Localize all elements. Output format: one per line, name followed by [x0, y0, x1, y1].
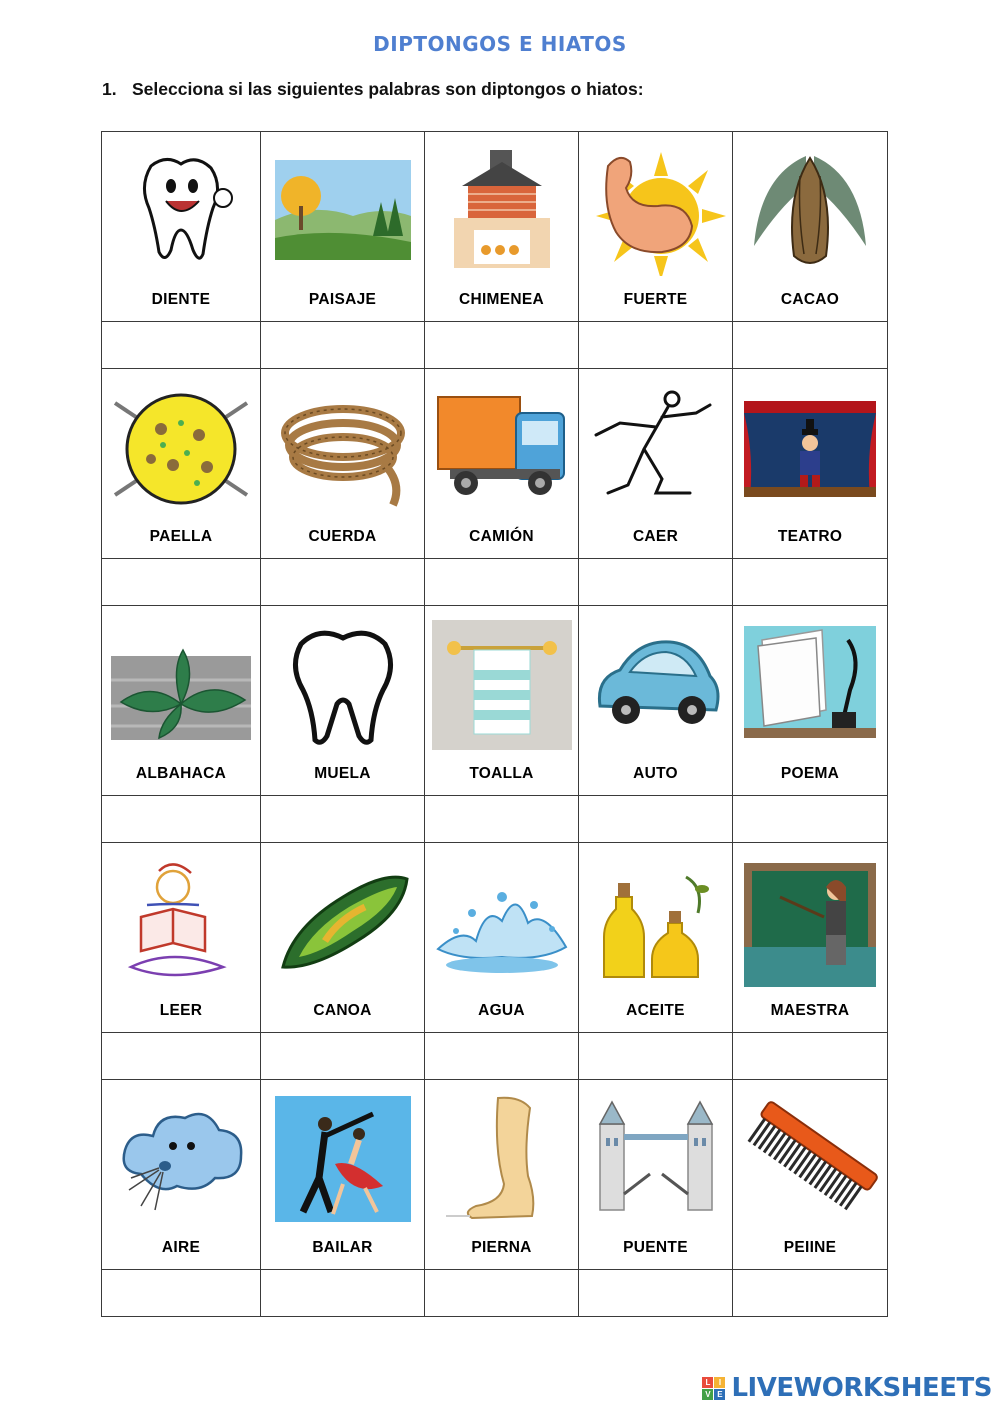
instruction-text: Selecciona si las siguientes palabras son diptongos o hiatos: — [132, 79, 644, 99]
word-label: CAER — [632, 528, 679, 545]
answer-dropdown[interactable] — [261, 796, 425, 843]
answer-dropdown[interactable] — [261, 1270, 425, 1317]
word-label: CUERDA — [308, 528, 377, 545]
word-card — [733, 132, 888, 322]
leg-icon — [432, 1094, 572, 1224]
wind-cloud-icon — [111, 1094, 251, 1224]
liveworksheets-logo — [702, 1373, 992, 1403]
strong-arm-icon — [586, 146, 726, 276]
picture-row — [102, 369, 888, 559]
answer-dropdown[interactable] — [579, 1270, 733, 1317]
logo-text: LIVEWORKSHEETS — [731, 1373, 992, 1403]
word-label: AGUA — [478, 1002, 525, 1019]
word-card — [579, 1080, 733, 1270]
answer-dropdown[interactable] — [102, 1033, 261, 1080]
word-card — [579, 369, 733, 559]
cacao-pod-icon — [740, 146, 880, 276]
word-card — [261, 1080, 425, 1270]
word-label: TOALLA — [469, 765, 534, 782]
answer-dropdown[interactable] — [733, 796, 888, 843]
answer-row — [102, 796, 888, 843]
answer-dropdown[interactable] — [733, 559, 888, 606]
word-label: PUENTE — [623, 1239, 688, 1256]
word-label: AUTO — [633, 765, 678, 782]
comb-icon — [740, 1094, 880, 1224]
answer-dropdown[interactable] — [102, 322, 261, 369]
basil-leaves-icon — [111, 620, 251, 750]
word-label: PIERNA — [471, 1239, 532, 1256]
poem-paper-icon — [740, 620, 880, 750]
page-title: DIPTONGOS E HIATOS — [373, 32, 627, 56]
tooth-cartoon-icon — [111, 146, 251, 276]
picture-row — [102, 132, 888, 322]
dancers-icon — [273, 1094, 413, 1224]
word-card — [579, 132, 733, 322]
word-label: FUERTE — [623, 291, 688, 308]
word-card — [102, 132, 261, 322]
word-card — [261, 606, 425, 796]
teacher-icon — [740, 857, 880, 987]
exercise-grid — [101, 131, 888, 1317]
answer-row — [102, 1270, 888, 1317]
answer-dropdown[interactable] — [425, 1033, 579, 1080]
answer-row — [102, 322, 888, 369]
theater-stage-icon — [740, 383, 880, 513]
word-label: LEER — [159, 1002, 203, 1019]
word-card — [579, 606, 733, 796]
word-card — [425, 132, 579, 322]
answer-dropdown[interactable] — [425, 1270, 579, 1317]
answer-dropdown[interactable] — [102, 559, 261, 606]
answer-dropdown[interactable] — [261, 559, 425, 606]
word-label: MAESTRA — [770, 1002, 850, 1019]
word-card — [261, 132, 425, 322]
picture-row — [102, 843, 888, 1033]
answer-row — [102, 1033, 888, 1080]
answer-dropdown[interactable] — [733, 1270, 888, 1317]
answer-dropdown[interactable] — [579, 559, 733, 606]
fireplace-icon — [432, 146, 572, 276]
answer-dropdown[interactable] — [579, 1033, 733, 1080]
word-label: CHIMENEA — [458, 291, 545, 308]
word-label: ACEITE — [626, 1002, 685, 1019]
canoe-icon — [273, 857, 413, 987]
answer-dropdown[interactable] — [102, 1270, 261, 1317]
word-card — [425, 606, 579, 796]
answer-dropdown[interactable] — [425, 559, 579, 606]
instruction-number: 1. — [102, 79, 117, 99]
word-label: POEMA — [780, 765, 840, 782]
word-label: PAISAJE — [308, 291, 377, 308]
word-card — [579, 843, 733, 1033]
paella-pan-icon — [111, 383, 251, 513]
word-label: MUELA — [314, 765, 371, 782]
word-label: CACAO — [780, 291, 840, 308]
word-card — [102, 1080, 261, 1270]
word-card — [733, 1080, 888, 1270]
answer-dropdown[interactable] — [733, 1033, 888, 1080]
answer-dropdown[interactable] — [261, 1033, 425, 1080]
stick-figure-icon — [586, 383, 726, 513]
word-card — [261, 843, 425, 1033]
answer-dropdown[interactable] — [425, 322, 579, 369]
word-label: BAILAR — [312, 1239, 373, 1256]
answer-row — [102, 559, 888, 606]
word-label: PEIINE — [783, 1239, 837, 1256]
water-splash-icon — [432, 857, 572, 987]
picture-row — [102, 1080, 888, 1270]
word-label: AIRE — [161, 1239, 201, 1256]
word-card — [733, 843, 888, 1033]
reading-person-icon — [111, 857, 251, 987]
truck-icon — [432, 383, 572, 513]
oil-bottles-icon — [586, 857, 726, 987]
towel-icon — [432, 620, 572, 750]
landscape-icon — [273, 146, 413, 276]
picture-row — [102, 606, 888, 796]
word-card — [261, 369, 425, 559]
word-label: CAMIÓN — [469, 528, 534, 545]
word-label: ALBAHACA — [135, 765, 227, 782]
answer-dropdown[interactable] — [261, 322, 425, 369]
answer-dropdown[interactable] — [102, 796, 261, 843]
answer-dropdown[interactable] — [733, 322, 888, 369]
answer-dropdown[interactable] — [579, 796, 733, 843]
answer-dropdown[interactable] — [425, 796, 579, 843]
logo-mark-icon: L I V E — [702, 1377, 725, 1400]
bridge-icon — [586, 1094, 726, 1224]
word-label: DIENTE — [151, 291, 211, 308]
instruction — [102, 79, 644, 100]
word-card — [733, 369, 888, 559]
word-card — [425, 843, 579, 1033]
car-icon — [586, 620, 726, 750]
rope-icon — [273, 383, 413, 513]
word-card — [425, 369, 579, 559]
word-label: TEATRO — [777, 528, 843, 545]
answer-dropdown[interactable] — [579, 322, 733, 369]
word-card — [102, 606, 261, 796]
word-card — [102, 843, 261, 1033]
word-card — [102, 369, 261, 559]
word-card — [425, 1080, 579, 1270]
word-card — [733, 606, 888, 796]
word-label: PAELLA — [149, 528, 213, 545]
word-label: CANOA — [313, 1002, 372, 1019]
molar-tooth-icon — [273, 620, 413, 750]
